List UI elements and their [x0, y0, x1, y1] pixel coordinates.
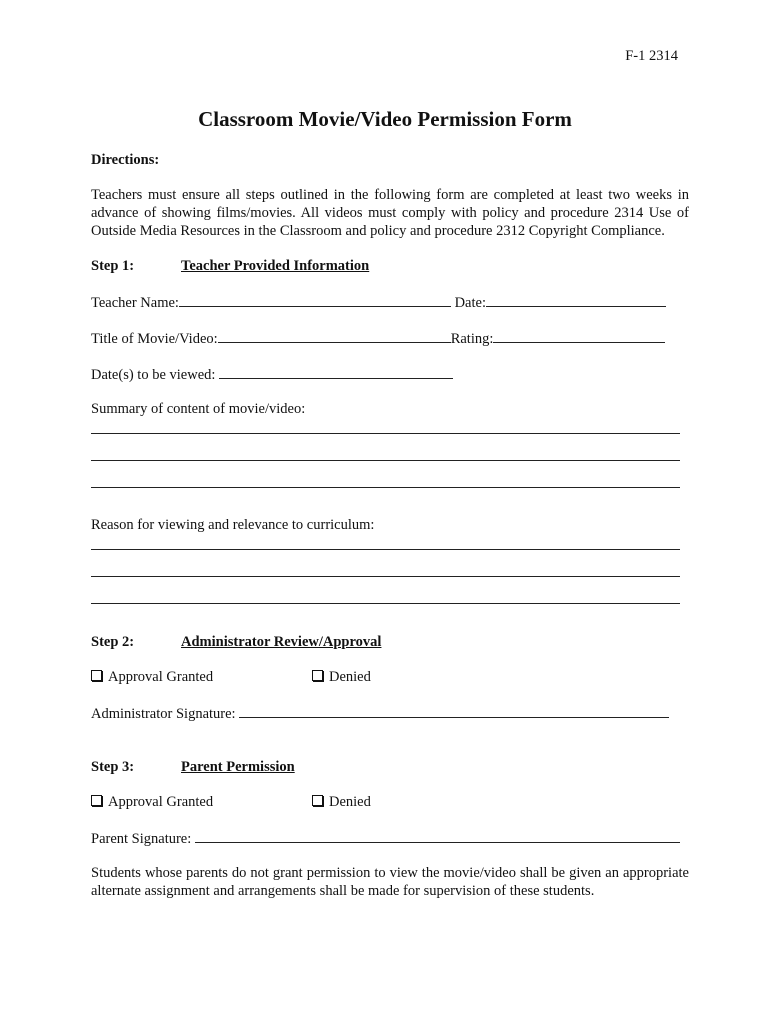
- reason-line-3[interactable]: [91, 603, 680, 604]
- teacher-name-field[interactable]: [179, 293, 451, 307]
- form-id: F-1 2314: [625, 48, 678, 64]
- step1-number: Step 1:: [91, 258, 135, 274]
- directions-label: Directions:: [91, 152, 160, 168]
- dates-viewed-row: [91, 365, 453, 384]
- step2-number: Step 2:: [91, 634, 135, 650]
- parent-signature-label: Parent Signature:: [91, 831, 192, 847]
- step2-title: Administrator Review/Approval: [181, 634, 382, 650]
- dates-viewed-field[interactable]: [219, 365, 453, 379]
- teacher-name-row: [91, 293, 666, 312]
- step3-title: Parent Permission: [181, 759, 295, 775]
- step3-denied-label: Denied: [329, 794, 371, 810]
- admin-signature-row: [91, 704, 669, 723]
- step3-number: Step 3:: [91, 759, 135, 775]
- date-field[interactable]: [486, 293, 666, 307]
- title-label: Title of Movie/Video:: [91, 331, 218, 347]
- page-title: Classroom Movie/Video Permission Form: [198, 107, 572, 131]
- reason-label: Reason for viewing and relevance to curriculum:: [91, 517, 375, 533]
- step2-denied-label: Denied: [329, 669, 371, 685]
- parent-signature-field[interactable]: [195, 829, 680, 843]
- admin-signature-label: Administrator Signature:: [91, 706, 236, 722]
- step2-denied-option[interactable]: [312, 668, 371, 686]
- summary-line-2[interactable]: [91, 460, 680, 461]
- footer-note: Students whose parents do not grant permission to view the movie/video shall be given an appropriate alternate assignment and arrangements shall be made for supervision of these students.: [91, 865, 689, 899]
- summary-line-1[interactable]: [91, 433, 680, 434]
- step2-approval-option[interactable]: [91, 668, 213, 686]
- parent-signature-row: [91, 829, 680, 848]
- step3-denied-checkbox[interactable]: [312, 795, 323, 806]
- step1-heading: [91, 257, 691, 275]
- reason-line-2[interactable]: [91, 576, 680, 577]
- step3-approval-label: Approval Granted: [108, 794, 214, 810]
- step3-heading: [91, 758, 691, 776]
- rating-field[interactable]: [493, 329, 665, 343]
- step2-approval-checkbox[interactable]: [91, 670, 102, 681]
- step3-approval-checkbox[interactable]: [91, 795, 102, 806]
- step2-heading: [91, 633, 691, 651]
- date-label: Date:: [454, 295, 486, 311]
- directions-text: Teachers must ensure all steps outlined in the following form are completed at least two weeks in advance of showing films/movies. All videos must comply with policy and procedure 2314 Use of Outside Media Resources in the Classroom and policy and procedure 2312 Copyright Compliance.: [91, 187, 689, 239]
- step2-approval-label: Approval Granted: [108, 669, 214, 685]
- step3-approval-option[interactable]: [91, 793, 213, 811]
- title-row: [91, 329, 665, 348]
- teacher-name-label: Teacher Name:: [91, 295, 179, 311]
- admin-signature-field[interactable]: [239, 704, 669, 718]
- step3-denied-option[interactable]: [312, 793, 371, 811]
- dates-viewed-label: Date(s) to be viewed:: [91, 367, 216, 383]
- summary-line-3[interactable]: [91, 487, 680, 488]
- title-field[interactable]: [218, 329, 451, 343]
- step2-denied-checkbox[interactable]: [312, 670, 323, 681]
- reason-line-1[interactable]: [91, 549, 680, 550]
- step1-title: Teacher Provided Information: [181, 258, 370, 274]
- rating-label: Rating:: [450, 331, 494, 347]
- summary-label: Summary of content of movie/video:: [91, 401, 306, 417]
